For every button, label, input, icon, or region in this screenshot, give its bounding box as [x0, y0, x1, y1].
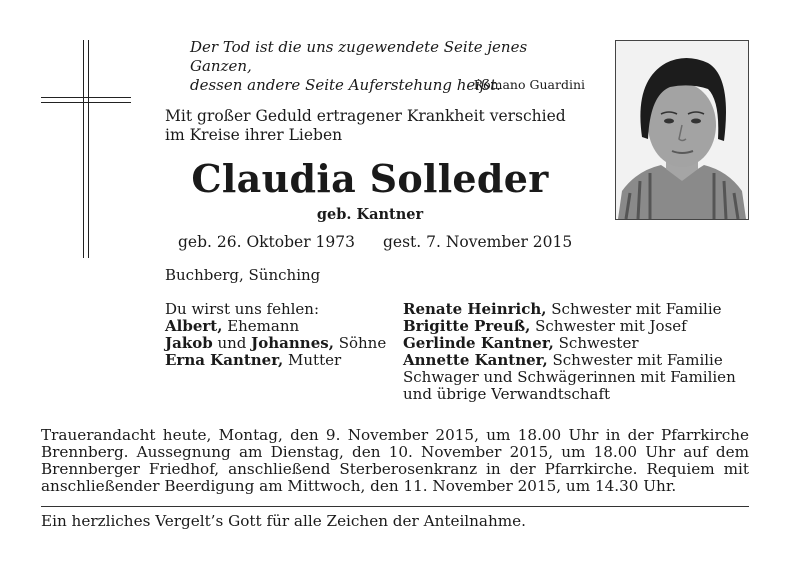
thanks-text: Ein herzliches Vergelt’s Gott für alle Zeichen der Anteilnahme. — [41, 512, 526, 530]
quote-author: Romano Guardini — [473, 77, 585, 92]
cross-icon-vertical-line-1 — [83, 40, 84, 258]
cross-icon-vertical-line-2 — [88, 40, 89, 258]
intro-line-1: Mit großer Geduld ertragener Krankheit verschied — [165, 107, 566, 125]
cross-icon-horizontal-line-1 — [41, 97, 131, 98]
deceased-name: Claudia Solleder — [191, 156, 549, 201]
maiden-name: geb. Kantner — [316, 206, 424, 223]
mourners-right — [403, 301, 736, 403]
mourner-row: Schwager und Schwägerinnen mit Familien — [403, 368, 736, 386]
mourner-row: Gerlinde Kantner, Schwester — [403, 334, 639, 352]
intro-line-2: im Kreise ihrer Lieben — [165, 126, 343, 144]
mourners-heading: Du wirst uns fehlen: — [165, 300, 320, 318]
mourner-row: Jakob und Johannes, Söhne — [165, 334, 387, 352]
mourner-row: Annette Kantner, Schwester mit Familie — [403, 351, 723, 369]
divider — [41, 506, 749, 507]
mourner-row: Albert, Ehemann — [165, 317, 300, 335]
death-date: gest. 7. November 2015 — [383, 233, 573, 251]
portrait-photo — [615, 40, 749, 220]
residence: Buchberg, Sünching — [165, 266, 321, 284]
cross-icon-horizontal-line-2 — [41, 102, 131, 103]
quote-line-2: dessen andere Seite Auferstehung heißt. — [190, 76, 501, 94]
service-notice: Trauerandacht heute, Montag, den 9. November 2015, um 18.00 Uhr in der Pfarrkirche Brennberg. Aussegnung am Dienstag, den 10. November 2015, um 18.00 Uhr auf dem Brennberger Friedhof, anschließend Sterberosenkranz in der Pfarrkirche. Requiem mit anschließender Beerdigung am Mittwoch, den 11. November 2015, um 14.30 Uhr. — [41, 426, 749, 495]
mourner-row: Renate Heinrich, Schwester mit Familie — [403, 300, 722, 318]
mourner-row: Erna Kantner, Mutter — [165, 351, 342, 369]
mourner-row: Brigitte Preuß, Schwester mit Josef — [403, 317, 687, 335]
quote-line-1: Der Tod ist die uns zugewendete Seite jenes Ganzen, — [190, 38, 528, 75]
birth-date: geb. 26. Oktober 1973 — [178, 233, 355, 251]
portrait-illustration — [616, 41, 748, 219]
intro-text — [165, 107, 585, 145]
mourner-row: und übrige Verwandtschaft — [403, 385, 611, 403]
mourners-left — [165, 301, 386, 369]
